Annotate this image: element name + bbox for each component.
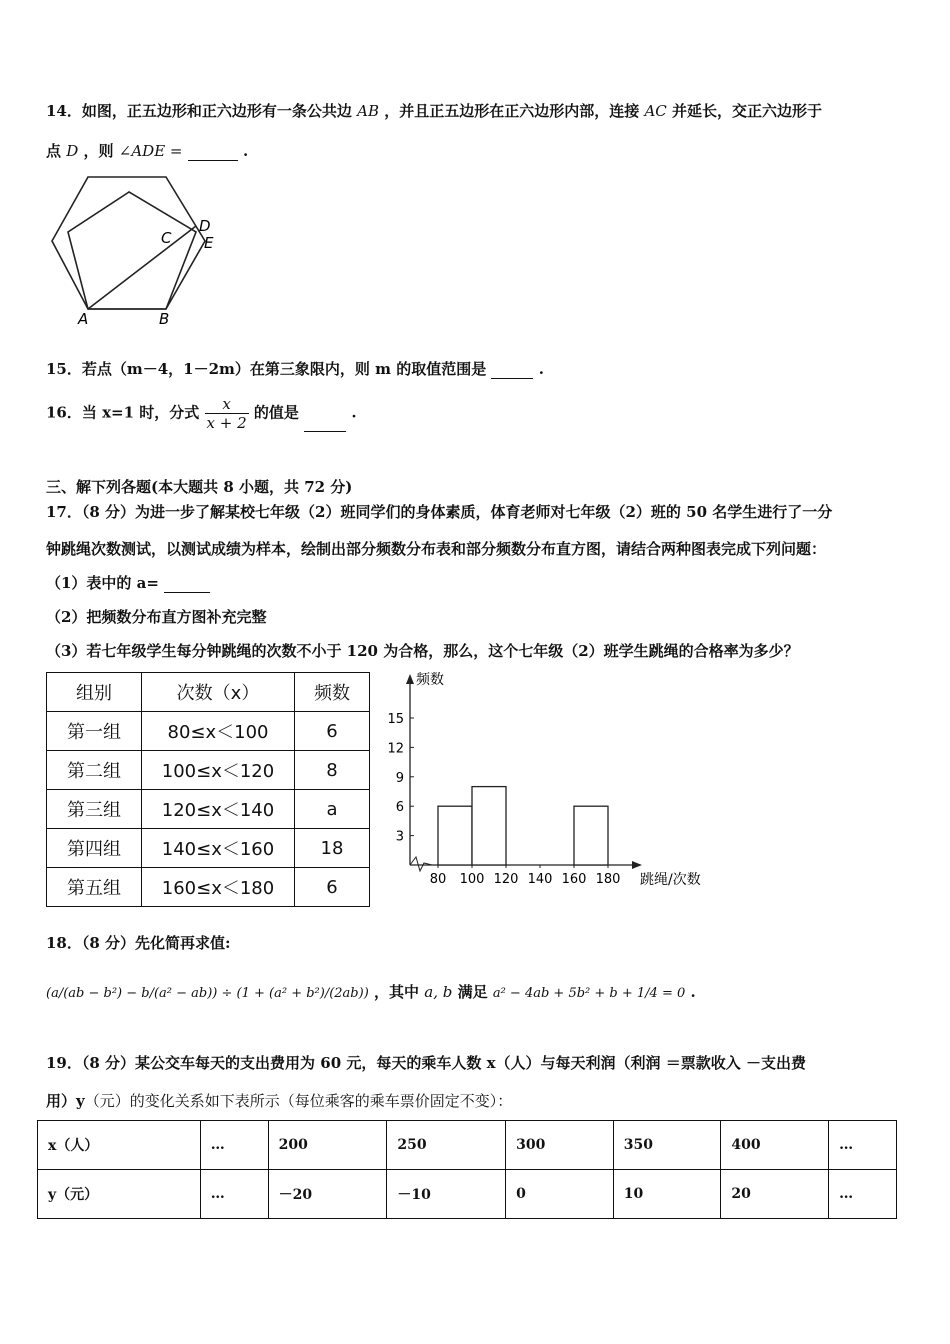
y-tick-label: 3: [395, 829, 404, 845]
q16-fraction: [205, 395, 249, 432]
x-tick-label: 80: [429, 872, 447, 887]
cell-group: 第三组: [47, 790, 142, 829]
x-tick-label: 140: [527, 872, 553, 887]
q17-line2: 钟跳绳次数测试，以测试成绩为样本，绘制出部分频数分布表和部分频数分布直方图，请结合两种图表完成下列问题：: [46, 540, 827, 558]
table-row: [47, 712, 370, 751]
y-tick-label: 6: [395, 800, 404, 816]
cell: －20: [268, 1170, 387, 1219]
y-tick-label: 12: [387, 741, 404, 757]
cell: 10: [613, 1170, 721, 1219]
q18-expression: (a/(ab − b²) − b/(a² − ab)) ÷ (1 + (a² + b²)/(2ab)): [46, 986, 369, 1001]
cell: x（人）: [38, 1121, 201, 1170]
q16-text-b: 的值是: [253, 403, 299, 422]
cell-range: 160≤x＜180: [142, 868, 295, 907]
q16-numerator: x: [205, 395, 249, 414]
x-tick-label: 180: [595, 872, 621, 887]
x-tick-label: 160: [561, 872, 587, 887]
q14-line2: [46, 140, 248, 161]
cell: …: [829, 1121, 897, 1170]
q17-line1: 17．（8 分）为进一步了解某校七年级（2）班同学们的身体素质，体育老师对七年级（2）班的 50 名学生进行了一分: [46, 503, 833, 521]
cell: …: [200, 1121, 268, 1170]
q16-denominator: x + 2: [206, 414, 247, 432]
x-axis-label: 跳绳/次数: [640, 872, 701, 888]
table-row: [47, 751, 370, 790]
q14-text-d: 点: [46, 142, 62, 160]
q14-var-d: D: [66, 142, 79, 160]
histogram-bar: [472, 787, 506, 865]
q14-end: .: [242, 142, 249, 160]
q14-var-ab: AB: [357, 102, 379, 120]
section-3-heading: 三、解下列各题(本大题共 8 小题，共 72 分): [46, 478, 353, 496]
label-b: B: [159, 310, 170, 328]
q17-sub3: （3）若七年级学生每分钟跳绳的次数不小于 120 为合格，那么，这个七年级（2）班学生跳绳的合格率为多少？: [46, 642, 799, 660]
q14-var-ac: AC: [644, 102, 667, 120]
hexagon: [52, 177, 205, 309]
q17-a-blank[interactable]: [164, 578, 210, 593]
cell-range: 140≤x＜160: [142, 829, 295, 868]
xy-table: [37, 1120, 897, 1219]
q16-answer-blank[interactable]: [304, 417, 346, 432]
q19-line1: 19．（8 分）某公交车每天的支出费用为 60 元，每天的乘车人数 x（人）与每天利润（利润 ＝票款收入 －支出费: [46, 1054, 806, 1072]
label-c: C: [161, 229, 172, 247]
q18-satisfy: 满足: [457, 983, 488, 1001]
cell-group: 第五组: [47, 868, 142, 907]
y-tick-label: 9: [395, 770, 404, 786]
q14-text-c: 并延长，交正六边形于: [672, 102, 823, 120]
th-frequency: 频数: [295, 673, 370, 712]
cell-frequency: a: [295, 790, 370, 829]
cell: 20: [721, 1170, 829, 1219]
cell: －10: [387, 1170, 506, 1219]
cell-group: 第四组: [47, 829, 142, 868]
q18-end: .: [690, 983, 696, 1001]
histogram: [370, 668, 720, 893]
q16-end: .: [351, 403, 357, 422]
cell-range: 100≤x＜120: [142, 751, 295, 790]
frequency-table: [46, 672, 370, 907]
cell: 300: [506, 1121, 614, 1170]
q17-sub1: [46, 572, 210, 593]
label-d: D: [199, 217, 211, 235]
x-tick-label: 120: [493, 872, 519, 887]
q16: [46, 395, 357, 432]
th-count-range: 次数（x）: [142, 673, 295, 712]
q19-line2-b: （元）的变化关系如下表所示（每位乘客的乘车票价固定不变）：: [84, 1092, 513, 1110]
table-row: [47, 790, 370, 829]
y-axis-label: 频数: [416, 672, 444, 688]
q15-end: .: [538, 360, 544, 378]
q18-where: ，其中: [374, 983, 420, 1001]
cell-group: 第二组: [47, 751, 142, 790]
y-axis-arrow: [406, 674, 414, 684]
q15-answer-blank[interactable]: [491, 364, 533, 379]
table-header-row: [47, 673, 370, 712]
cell: 200: [268, 1121, 387, 1170]
cell-range: 80≤x＜100: [142, 712, 295, 751]
q19-line2: [46, 1090, 512, 1111]
cell-range: 120≤x＜140: [142, 790, 295, 829]
cell: …: [829, 1170, 897, 1219]
q17-sub1-text: （1）表中的 a=: [46, 574, 159, 592]
label-e: E: [204, 234, 214, 252]
line-ad: [88, 226, 196, 309]
cell-frequency: 6: [295, 712, 370, 751]
cell-group: 第一组: [47, 712, 142, 751]
cell: y（元）: [38, 1170, 201, 1219]
histogram-bar: [574, 806, 608, 865]
label-a: A: [78, 310, 89, 328]
cell-frequency: 8: [295, 751, 370, 790]
q14-text-b: ，并且正五边形在正六边形内部，连接: [384, 102, 640, 120]
cell: …: [200, 1170, 268, 1219]
q16-text-a: 16．当 x=1 时，分式: [46, 403, 200, 422]
q18-expression-line: [46, 968, 696, 1016]
table-row: [47, 829, 370, 868]
q15: [46, 358, 544, 379]
q18-condition: a² − 4ab + 5b² + b + 1/4 = 0: [492, 986, 686, 1001]
cell: 350: [613, 1121, 721, 1170]
y-tick-label: 15: [387, 712, 404, 727]
histogram-bar: [438, 806, 472, 865]
table-row: [47, 868, 370, 907]
table-row: [38, 1170, 897, 1219]
q14-text-a: 14．如图，正五边形和正六边形有一条公共边: [46, 102, 352, 120]
q19-line2-a: 用）y: [46, 1092, 85, 1110]
cell: 400: [721, 1121, 829, 1170]
q14-text-e: ，则: [83, 142, 114, 160]
q14-angle: ∠ADE =: [118, 142, 183, 160]
cell: 250: [387, 1121, 506, 1170]
cell-frequency: 6: [295, 868, 370, 907]
q14-answer-blank[interactable]: [188, 146, 238, 161]
q14-line1: [46, 100, 822, 121]
q14-figure: [46, 168, 236, 328]
x-tick-label: 100: [459, 872, 485, 887]
q18-title: 18．（8 分）先化简再求值:: [46, 934, 231, 952]
q15-text: 15．若点（m－4，1－2m）在第三象限内，则 m 的取值范围是: [46, 360, 487, 378]
table-row: [38, 1121, 897, 1170]
x-axis-arrow: [632, 861, 642, 869]
th-group: 组别: [47, 673, 142, 712]
axis-break: [410, 857, 432, 871]
q18-vars: a, b: [424, 983, 453, 1001]
cell-frequency: 18: [295, 829, 370, 868]
cell: 0: [506, 1170, 614, 1219]
q17-sub2: （2）把频数分布直方图补充完整: [46, 608, 267, 626]
